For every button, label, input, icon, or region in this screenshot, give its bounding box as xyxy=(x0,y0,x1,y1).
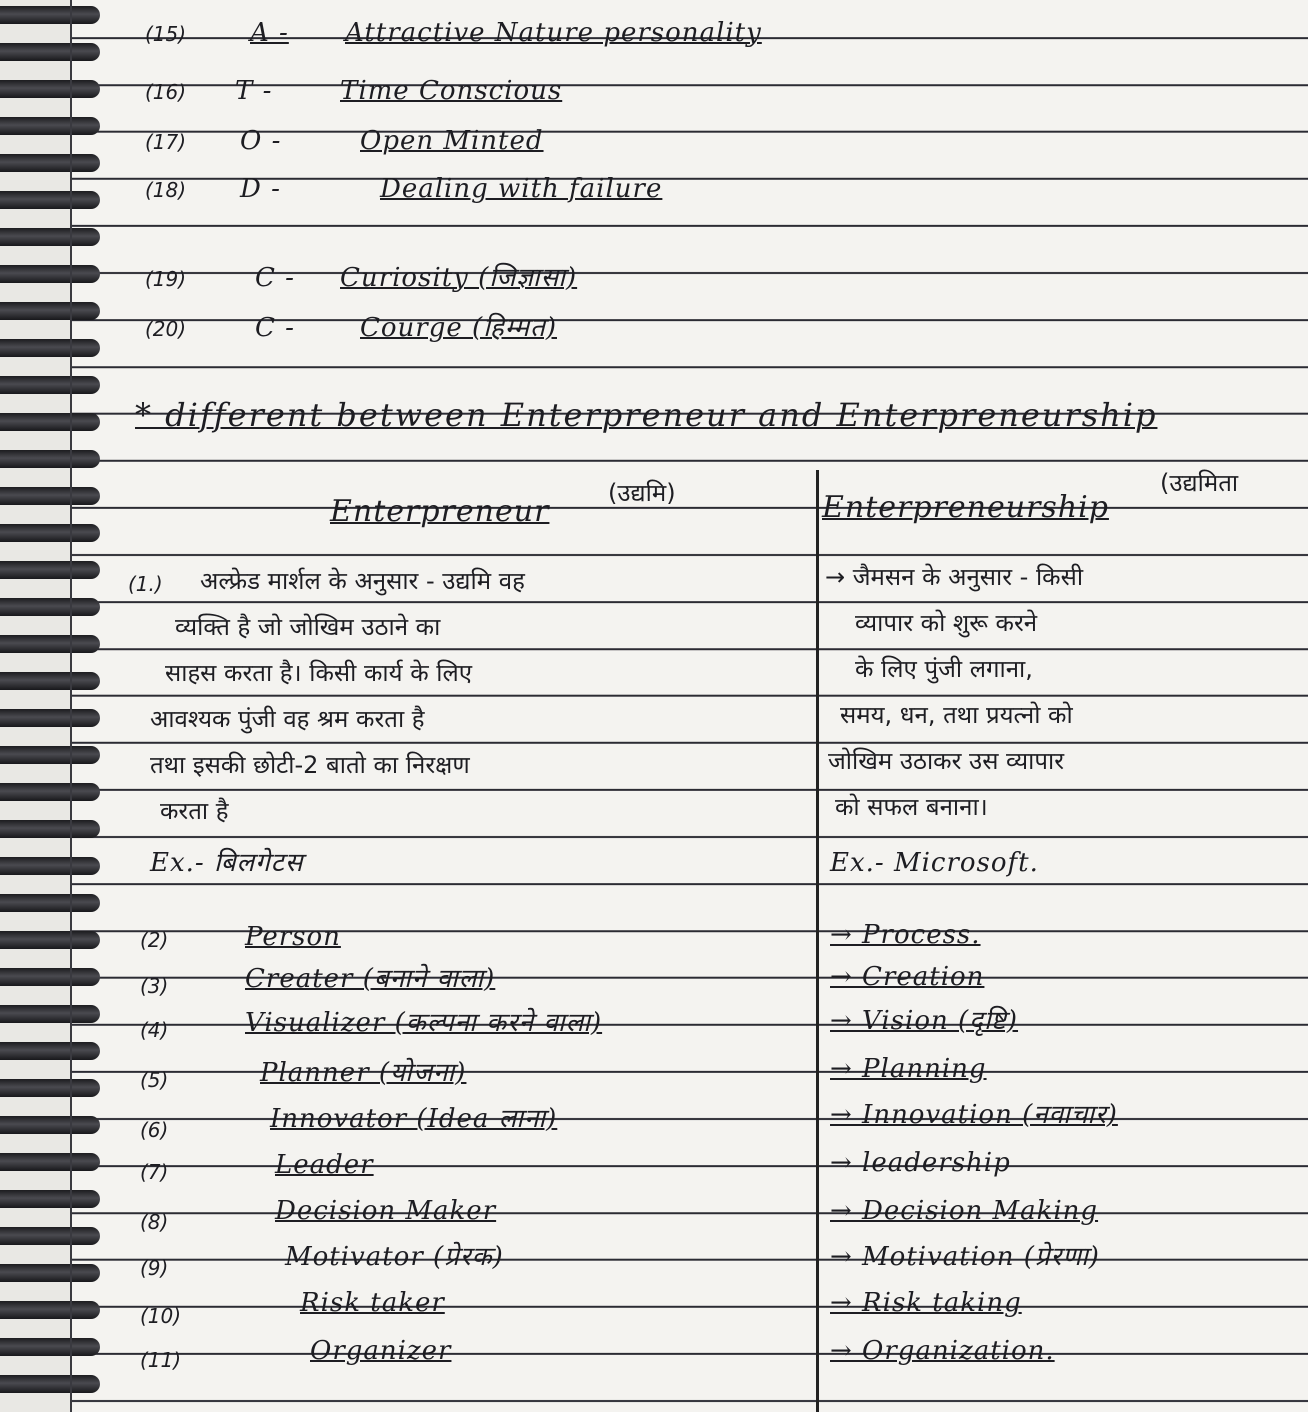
spiral-ring xyxy=(0,820,100,838)
list-number: (20) xyxy=(145,317,187,341)
row-left: Person xyxy=(245,922,341,952)
right-example: Ex.- Microsoft. xyxy=(830,848,1039,878)
row-right: → Innovation (नवाचार) xyxy=(830,1100,1118,1130)
right-column-header-hindi: (उद्यमिता xyxy=(1160,469,1239,497)
spiral-ring xyxy=(0,228,100,246)
spiral-ring xyxy=(0,1264,100,1282)
spiral-ring xyxy=(0,894,100,912)
spiral-ring xyxy=(0,450,100,468)
row-right: → Organization. xyxy=(830,1336,1055,1366)
spiral-ring xyxy=(0,302,100,320)
definition-line: → जैमसन के अनुसार - किसी xyxy=(825,563,1084,591)
row-left: Visualizer (कल्पना करने वाला) xyxy=(245,1008,603,1038)
row-number: (6) xyxy=(140,1118,169,1142)
list-item: Attractive Nature personality xyxy=(345,18,762,48)
left-example: Ex.- बिलगेटस xyxy=(150,848,304,878)
spiral-ring xyxy=(0,1301,100,1319)
spiral-ring xyxy=(0,339,100,357)
spiral-ring xyxy=(0,487,100,505)
spiral-ring xyxy=(0,80,100,98)
row-right: → Risk taking xyxy=(830,1288,1022,1318)
row-left: Risk taker xyxy=(300,1288,445,1318)
list-letter: O - xyxy=(240,126,282,156)
row-left: Decision Maker xyxy=(275,1196,497,1226)
definition-line: साहस करता है। किसी कार्य के लिए xyxy=(165,659,473,687)
list-letter: D - xyxy=(240,174,281,204)
list-number: (19) xyxy=(145,267,187,291)
spiral-ring xyxy=(0,746,100,764)
list-item: Open Minted xyxy=(360,126,544,156)
spiral-ring xyxy=(0,43,100,61)
list-item: Dealing with failure xyxy=(380,174,663,204)
spiral-ring xyxy=(0,1005,100,1023)
spiral-ring xyxy=(0,598,100,616)
definition-line: करता है xyxy=(160,797,229,825)
list-letter: C - xyxy=(255,263,295,293)
row-right: → Motivation (प्रेरणा) xyxy=(830,1242,1100,1272)
spiral-ring xyxy=(0,561,100,579)
row-number: (9) xyxy=(140,1256,169,1280)
spiral-ring xyxy=(0,1116,100,1134)
spiral-ring xyxy=(0,1042,100,1060)
list-item: Courge (हिम्मत) xyxy=(360,313,557,343)
definition-number: (1.) xyxy=(128,572,163,596)
definition-line: अल्फ्रेड मार्शल के अनुसार - उद्यमि वह xyxy=(200,567,525,595)
spiral-ring xyxy=(0,1375,100,1393)
spiral-ring xyxy=(0,1190,100,1208)
row-right: → Creation xyxy=(830,962,985,992)
spiral-ring xyxy=(0,931,100,949)
spiral-ring xyxy=(0,265,100,283)
definition-line: व्यापार को शुरू करने xyxy=(855,609,1038,637)
spiral-ring xyxy=(0,857,100,875)
row-right: → Vision (दृष्टि) xyxy=(830,1006,1019,1036)
row-right: → Decision Making xyxy=(830,1196,1099,1226)
definition-line: के लिए पुंजी लगाना, xyxy=(855,655,1033,683)
spiral-ring xyxy=(0,968,100,986)
definition-line: आवश्यक पुंजी वह श्रम करता है xyxy=(150,705,425,733)
spiral-ring xyxy=(0,376,100,394)
spiral-ring xyxy=(0,1079,100,1097)
row-number: (11) xyxy=(140,1348,182,1372)
spiral-ring xyxy=(0,191,100,209)
spiral-ring xyxy=(0,1227,100,1245)
row-left: Leader xyxy=(275,1150,374,1180)
spiral-ring xyxy=(0,524,100,542)
margin-line xyxy=(70,0,72,1412)
row-left: Motivator (प्रेरक) xyxy=(285,1242,504,1272)
definition-line: तथा इसकी छोटी-2 बातो का निरक्षण xyxy=(150,751,470,779)
spiral-ring xyxy=(0,117,100,135)
row-number: (4) xyxy=(140,1018,169,1042)
definition-line: समय, धन, तथा प्रयत्नो को xyxy=(840,701,1073,729)
spiral-ring xyxy=(0,1153,100,1171)
list-number: (17) xyxy=(145,130,187,154)
row-number: (10) xyxy=(140,1304,182,1328)
row-number: (5) xyxy=(140,1068,169,1092)
list-letter: C - xyxy=(255,313,295,343)
spiral-ring xyxy=(0,672,100,690)
spiral-binding xyxy=(0,0,70,1412)
spiral-ring xyxy=(0,783,100,801)
right-column-header: Enterpreneurship xyxy=(822,490,1109,525)
row-number: (8) xyxy=(140,1210,169,1234)
spiral-ring xyxy=(0,635,100,653)
left-column-header-hindi: (उद्यमि) xyxy=(608,479,676,507)
row-right: → leadership xyxy=(830,1148,1011,1178)
list-number: (18) xyxy=(145,178,187,202)
row-left: Organizer xyxy=(310,1336,452,1366)
row-number: (7) xyxy=(140,1160,169,1184)
definition-line: को सफल बनाना। xyxy=(835,793,988,821)
row-right: → Planning xyxy=(830,1054,987,1084)
left-column-header: Enterpreneur xyxy=(330,494,550,529)
list-number: (15) xyxy=(145,22,187,46)
list-letter: A - xyxy=(250,18,289,48)
row-left: Planner (योजना) xyxy=(260,1058,467,1088)
spiral-ring xyxy=(0,154,100,172)
list-item: Time Conscious xyxy=(340,76,563,106)
row-left: Innovator (Idea लाना) xyxy=(270,1104,558,1134)
row-left: Creater (बनाने वाला) xyxy=(245,964,496,994)
section-heading: * different between Enterpreneur and Enterpreneurship xyxy=(135,396,1158,434)
column-divider xyxy=(816,470,819,1412)
row-right: → Process. xyxy=(830,920,981,950)
row-number: (3) xyxy=(140,974,169,998)
list-item: Curiosity (जिज्ञासा) xyxy=(340,263,578,293)
definition-line: व्यक्ति है जो जोखिम उठाने का xyxy=(175,613,441,641)
list-number: (16) xyxy=(145,80,187,104)
list-letter: T - xyxy=(235,76,273,106)
definition-line: जोखिम उठाकर उस व्यापार xyxy=(828,747,1065,775)
row-number: (2) xyxy=(140,928,169,952)
spiral-ring xyxy=(0,1338,100,1356)
spiral-ring xyxy=(0,709,100,727)
spiral-ring xyxy=(0,413,100,431)
spiral-ring xyxy=(0,6,100,24)
